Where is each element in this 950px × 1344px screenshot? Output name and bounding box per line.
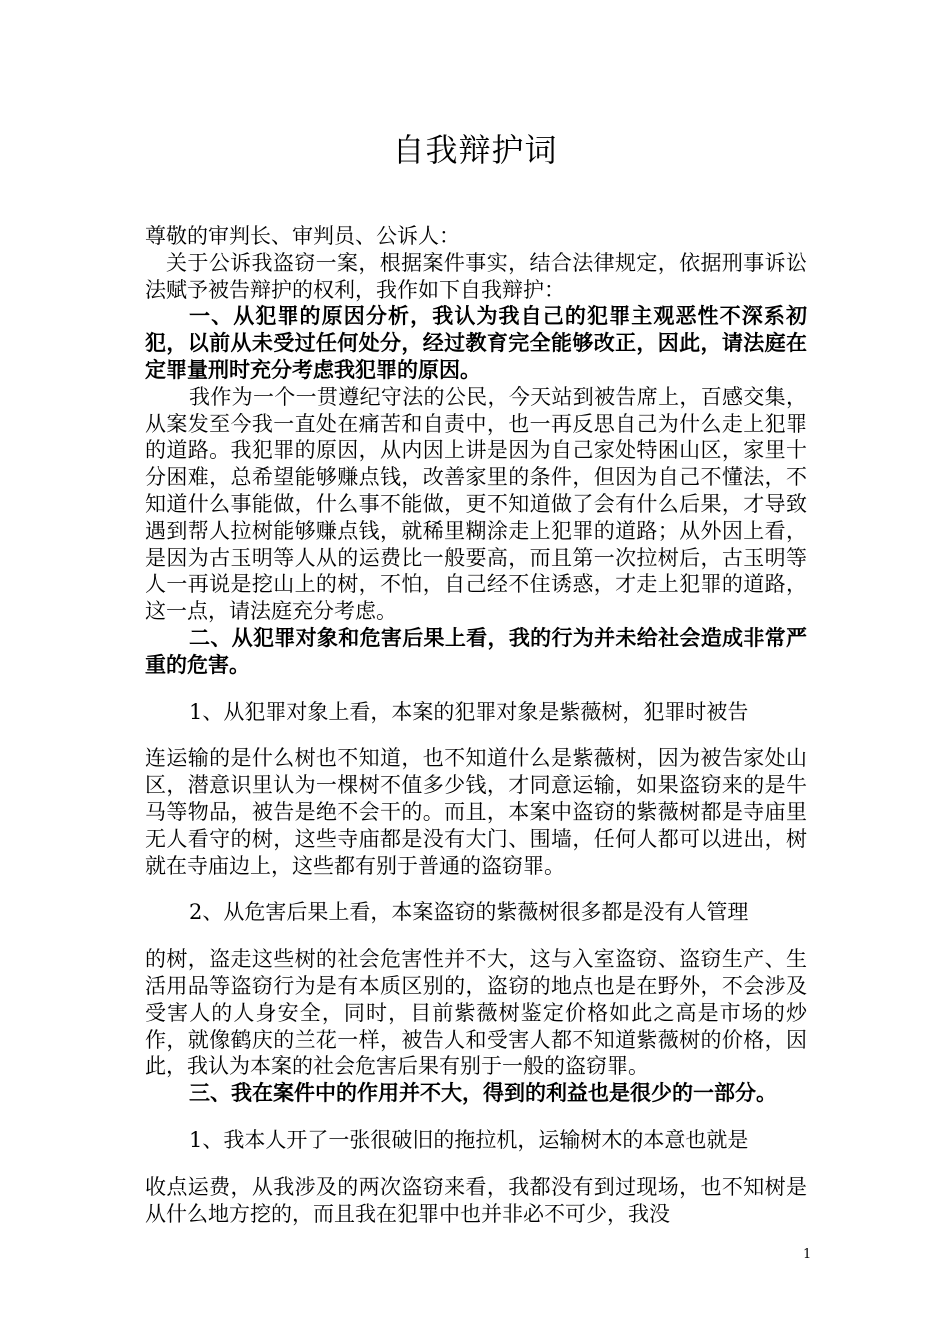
section3-heading: 三、我在案件中的作用并不大，得到的利益也是很少的一部分。	[189, 1080, 777, 1106]
page-number: 1	[803, 1247, 812, 1262]
section3-item1-continued: 收点运费，从我涉及的两次盗窃来看，我都没有到过现场，也不知树是从什么地方挖的，而且我在犯罪中也并非必不可少，我没	[145, 1174, 807, 1226]
intro-paragraph: 关于公诉我盗窃一案，根据案件事实，结合法律规定，依据刑事诉讼法赋予被告辩护的权利，我作如下自我辩护：	[145, 250, 807, 302]
section2-item2: 2、从危害后果上看，本案盗窃的紫薇树很多都是没有人管理	[189, 900, 749, 925]
section3-item1: 1、我本人开了一张很破旧的拖拉机，运输树木的本意也就是	[189, 1127, 749, 1152]
document-body	[145, 223, 807, 1227]
document-title: 自我辩护词	[392, 131, 558, 169]
section2-item1: 1、从犯罪对象上看，本案的犯罪对象是紫薇树，犯罪时被告	[189, 699, 749, 724]
section2-heading: 二、从犯罪对象和危害后果上看，我的行为并未给社会造成非常严重的危害。	[145, 624, 807, 677]
section1-heading: 一、从犯罪的原因分析，我认为我自己的犯罪主观恶性不深系初犯，以前从未受过任何处分，经过教育完全能够改正，因此，请法庭在定罪量刑时充分考虑我犯罪的原因。	[145, 303, 807, 382]
salutation: 尊敬的审判长、审判员、公诉人：	[145, 224, 460, 248]
section2-item1-continued: 连运输的是什么树也不知道，也不知道什么是紫薇树，因为被告家处山区，潜意识里认为一棵树不值多少钱，才同意运输，如果盗窃来的是牛马等物品，被告是绝不会干的。而且，本案中盗窃的紫薇树都是寺庙里无人看守的树，这些寺庙都是没有大门、围墙，任何人都可以进出，树就在寺庙边上，这些都有别于普通的盗窃罪。	[145, 746, 807, 878]
section2-item2-continued: 的树，盗走这些树的社会危害性并不大，这与入室盗窃、盗窃生产、生活用品等盗窃行为是有本质区别的，盗窃的地点也是在野外，不会涉及受害人的人身安全，同时，目前紫薇树鉴定价格如此之高是市场的炒作，就像鹤庆的兰花一样，被告人和受害人都不知道紫薇树的价格，因此，我认为本案的社会危害后果有别于一般的盗窃罪。	[145, 947, 807, 1079]
section1-body: 我作为一个一贯遵纪守法的公民，今天站到被告席上，百感交集，从案发至今我一直处在痛苦和自责中，也一再反思自己为什么走上犯罪的道路。我犯罪的原因，从内因上讲是因为自己家处特困山区，家里十分困难，总希望能够赚点钱，改善家里的条件，但因为自己不懂法，不知道什么事能做，什么事不能做，更不知道做了会有什么后果，才导致遇到帮人拉树能够赚点钱，就稀里糊涂走上犯罪的道路；从外因上看，是因为古玉明等人从的运费比一般要高，而且第一次拉树后，古玉明等人一再说是挖山上的树，不怕，自己经不住诱惑，才走上犯罪的道路，这一点，请法庭充分考虑。	[145, 384, 807, 624]
